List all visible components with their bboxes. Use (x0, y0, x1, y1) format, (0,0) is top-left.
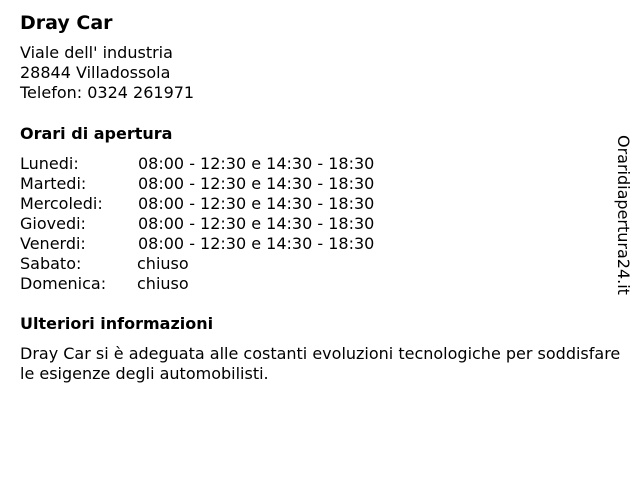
day-label: Domenica: (20, 274, 107, 293)
opening-hours-heading: Orari di apertura (20, 124, 173, 143)
day-label: Venerdi: (20, 234, 86, 253)
time-value: 08:00 - 12:30 e 14:30 - 18:30 (138, 194, 375, 213)
day-label: Mercoledi: (20, 194, 103, 213)
site-watermark: Oraridiapertura24.it (614, 135, 633, 295)
address-block (20, 43, 194, 103)
day-label: Lunedi: (20, 154, 79, 173)
time-value: chiuso (137, 274, 189, 293)
day-label: Sabato: (20, 254, 82, 273)
time-value: 08:00 - 12:30 e 14:30 - 18:30 (138, 154, 375, 173)
day-label: Giovedi: (20, 214, 86, 233)
additional-info-heading: Ulteriori informazioni (20, 314, 214, 333)
additional-info-text: Dray Car si è adeguata alle costanti evoluzioni tecnologiche per soddisfare le esigenze degli automobilisti. (20, 344, 621, 383)
city-address: 28844 Villadossola (20, 63, 171, 82)
day-label: Martedi: (20, 174, 87, 193)
street-address: Viale dell' industria (20, 43, 173, 62)
business-name: Dray Car (20, 12, 113, 34)
time-value: chiuso (137, 254, 189, 273)
phone-number: Telefon: 0324 261971 (20, 83, 195, 102)
time-value: 08:00 - 12:30 e 14:30 - 18:30 (138, 174, 375, 193)
time-value: 08:00 - 12:30 e 14:30 - 18:30 (138, 234, 375, 253)
time-value: 08:00 - 12:30 e 14:30 - 18:30 (138, 214, 375, 233)
